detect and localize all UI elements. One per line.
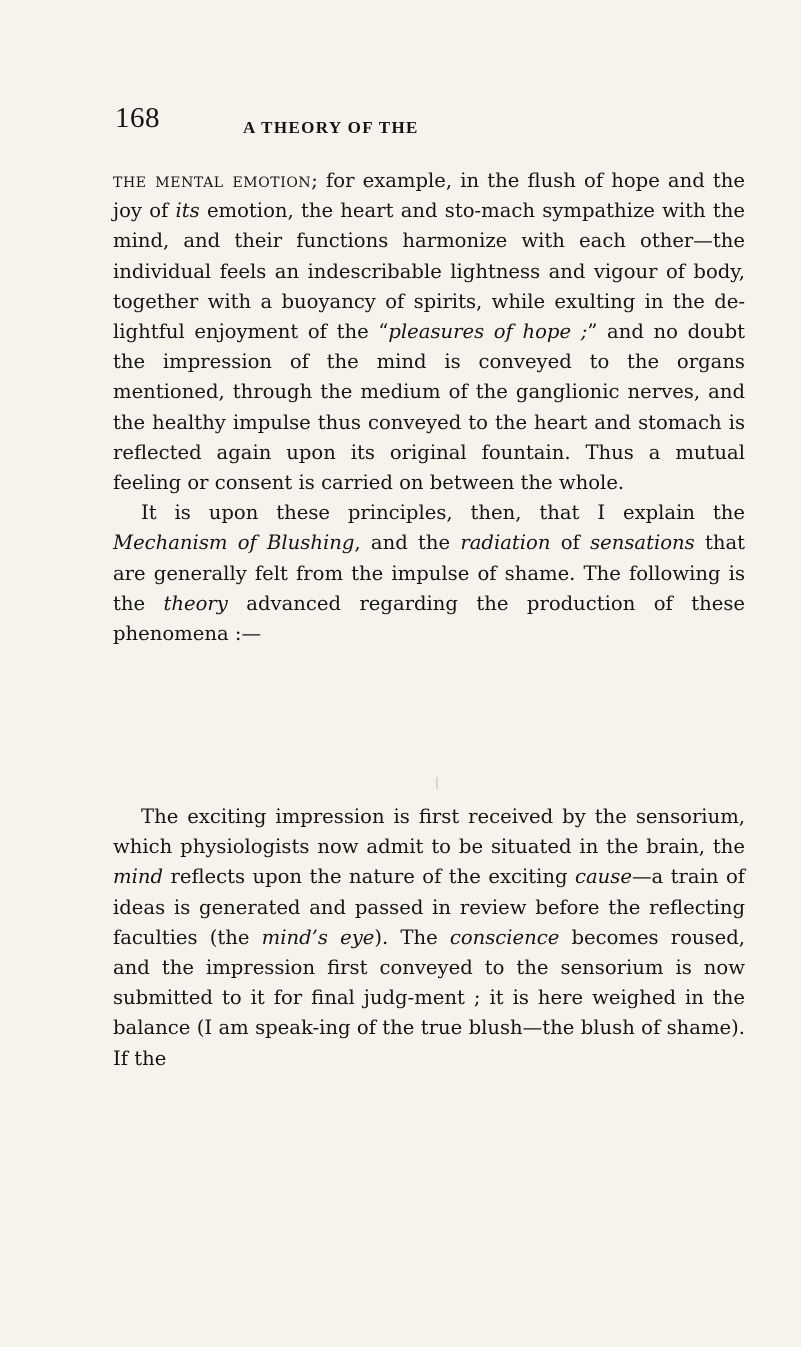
p2-text-4: that are generally felt from the impulse of shame. The following is the [113, 531, 745, 615]
p1-text-3: ” and no doubt the impression of the mind is conveyed to the organs mentioned, through the medium of the ganglionic nerves, and the healthy impulse thus conveyed to the heart and stomach is reflected again upon its original fountain. Thus a mutual feeling or consent is carried on between the whole. [113, 320, 745, 495]
p2-text-5: advanced regarding the production of these phenomena :— [113, 591, 745, 646]
p2-text-3: of [550, 531, 591, 555]
p1-italic-quote: pleasures of hope ; [388, 320, 588, 344]
section-separator-mark [436, 777, 438, 789]
paragraph-1 [113, 166, 745, 498]
p1-text-2: emotion, the heart and sto-mach sympathize with the mind, and their functions harmonize with each other—the individual feels an indescribable lightness and vigour of body, together with a buoyancy of spirits, while exulting in the de-lightful enjoyment of the “ [113, 199, 745, 344]
p3-italic-minds-eye: mind’s eye [261, 925, 375, 949]
p2-italic-sensations: sensations [590, 531, 695, 555]
p3-text-3: —a train of ideas is generated and passed in review before the reflecting faculties (the [113, 865, 745, 949]
p2-italic-radiation: radiation [460, 531, 551, 555]
page-number: 168 [115, 102, 160, 134]
p2-text-1: It is upon these principles, then, that I explain the [141, 501, 745, 525]
p2-italic-mechanism: Mechanism of Blushing [113, 531, 355, 555]
p1-italic-its: its [175, 199, 200, 223]
p3-text-1: The exciting impression is first received by the sensorium, which physiologists now admit to be situated in the brain, the [113, 805, 745, 859]
body-text-upper [113, 166, 745, 649]
running-head: A THEORY OF THE [243, 118, 419, 137]
small-caps-lead: the mental emotion [113, 169, 312, 192]
p3-italic-mind: mind [113, 865, 164, 889]
paragraph-3 [113, 802, 745, 1074]
p2-italic-theory: theory [163, 591, 228, 615]
p3-italic-cause: cause [575, 865, 632, 889]
body-text-lower [113, 802, 745, 1074]
p1-text-1: ; for example, in the flush of hope and the joy of [113, 169, 746, 223]
p2-text-2: , and the [354, 531, 461, 555]
p3-text-4: ). The [374, 925, 450, 949]
page-header [115, 102, 755, 144]
p3-italic-conscience: conscience [449, 925, 560, 949]
paragraph-2 [113, 498, 745, 649]
p3-text-2: reflects upon the nature of the exciting [163, 865, 575, 889]
p3-text-5: becomes roused, and the impression first conveyed to the sensorium is now submitted to it for final judg-ment ; it is here weighed in the balance (I am speak-ing of the true blush—the blush of shame). If the [113, 925, 745, 1070]
